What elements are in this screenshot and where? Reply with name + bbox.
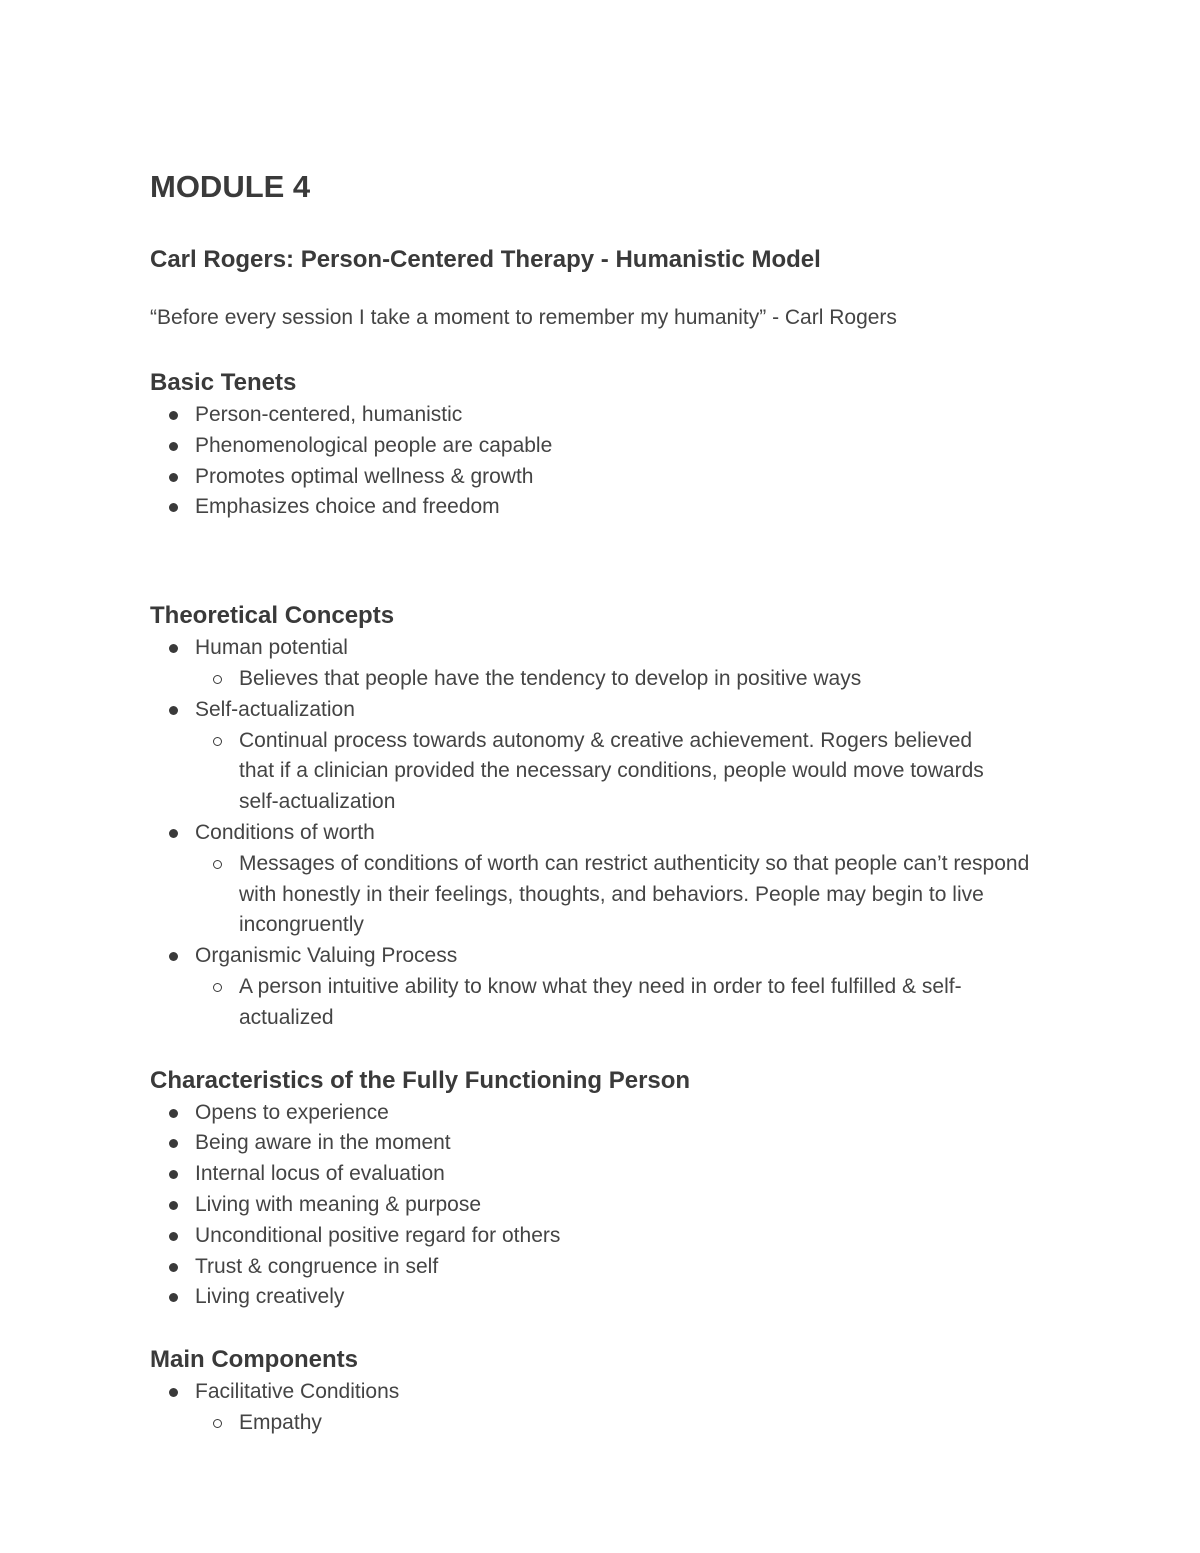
list-item: [195, 431, 1070, 462]
list-item-text: Person-centered, humanistic: [195, 403, 463, 426]
list-item: [195, 1190, 1070, 1221]
sub-list: [195, 1408, 1070, 1439]
sub-list-item: Believes that people have the tendency to develop in positive ways: [239, 664, 1070, 695]
list-item-text: Internal locus of evaluation: [195, 1162, 445, 1186]
sub-list-item: Empathy: [239, 1408, 1070, 1439]
page-subtitle: Carl Rogers: Person-Centered Therapy - Humanistic Model: [150, 246, 821, 273]
list-item-text: Living creatively: [195, 1285, 345, 1309]
theoretical-concepts-list: [150, 633, 1070, 1033]
list-item-text: Self-actualization: [195, 697, 355, 721]
section-heading-main-components: Main Components: [150, 1346, 358, 1374]
spacer: [150, 1313, 1070, 1345]
list-item-text: Living with meaning & purpose: [195, 1192, 482, 1216]
list-item-text: Phenomenological people are capable: [195, 433, 553, 457]
fully-functioning-list: [150, 1098, 1070, 1314]
list-item-text: Conditions of worth: [195, 820, 375, 844]
section-heading-basic-tenets: Basic Tenets: [150, 369, 297, 396]
list-item: [195, 400, 1070, 431]
list-item: [195, 1282, 1070, 1313]
document-content: [150, 167, 1070, 1439]
list-item: [195, 1128, 1070, 1159]
list-item-text: Emphasizes choice and freedom: [195, 495, 500, 519]
basic-tenets-list: [150, 400, 1070, 523]
list-item: [195, 1159, 1070, 1190]
page-title: MODULE 4: [150, 169, 311, 204]
list-item: [195, 1221, 1070, 1252]
sub-list-item: Continual process towards autonomy & creative achievement. Rogers believed that if a clinician provided the necessary conditions, people would move towards self-actualization: [239, 726, 1009, 818]
list-item: [195, 941, 1070, 1033]
quote: “Before every session I take a moment to remember my humanity” - Carl Rogers: [150, 306, 897, 329]
sub-list: [195, 726, 1070, 818]
list-item-text: Facilitative Conditions: [195, 1380, 400, 1404]
list-item: [195, 1252, 1070, 1283]
list-item-text: Organismic Valuing Process: [195, 944, 458, 968]
list-item-text: Trust & congruence in self: [195, 1254, 439, 1278]
list-item-text: Unconditional positive regard for others: [195, 1223, 561, 1247]
sub-list-item: Messages of conditions of worth can restrict authenticity so that people can’t respond with honestly in their feelings, thoughts, and behaviors. People may begin to live incongruently: [239, 849, 1039, 941]
list-item: [195, 492, 1070, 523]
list-item-text: Opens to experience: [195, 1100, 389, 1124]
section-heading-theoretical-concepts: Theoretical Concepts: [150, 602, 395, 630]
list-item-text: Promotes optimal wellness & growth: [195, 464, 534, 488]
sub-list: [195, 972, 1070, 1034]
list-item: [195, 633, 1070, 695]
list-item-text: Human potential: [195, 636, 348, 660]
sub-list: [195, 664, 1070, 695]
spacer: [150, 1034, 1070, 1066]
list-item: [195, 818, 1070, 941]
list-item: [195, 462, 1070, 493]
section-heading-fully-functioning: Characteristics of the Fully Functioning Person: [150, 1066, 691, 1094]
list-item: [195, 695, 1070, 818]
list-item: [195, 1377, 1070, 1439]
spacer: [150, 523, 1070, 601]
sub-list-item: A person intuitive ability to know what they need in order to feel fulfilled & self-actualized: [239, 972, 1054, 1034]
sub-list: [195, 849, 1070, 941]
list-item-text: Being aware in the moment: [195, 1131, 451, 1155]
main-components-list: [150, 1377, 1070, 1439]
list-item: [195, 1098, 1070, 1129]
